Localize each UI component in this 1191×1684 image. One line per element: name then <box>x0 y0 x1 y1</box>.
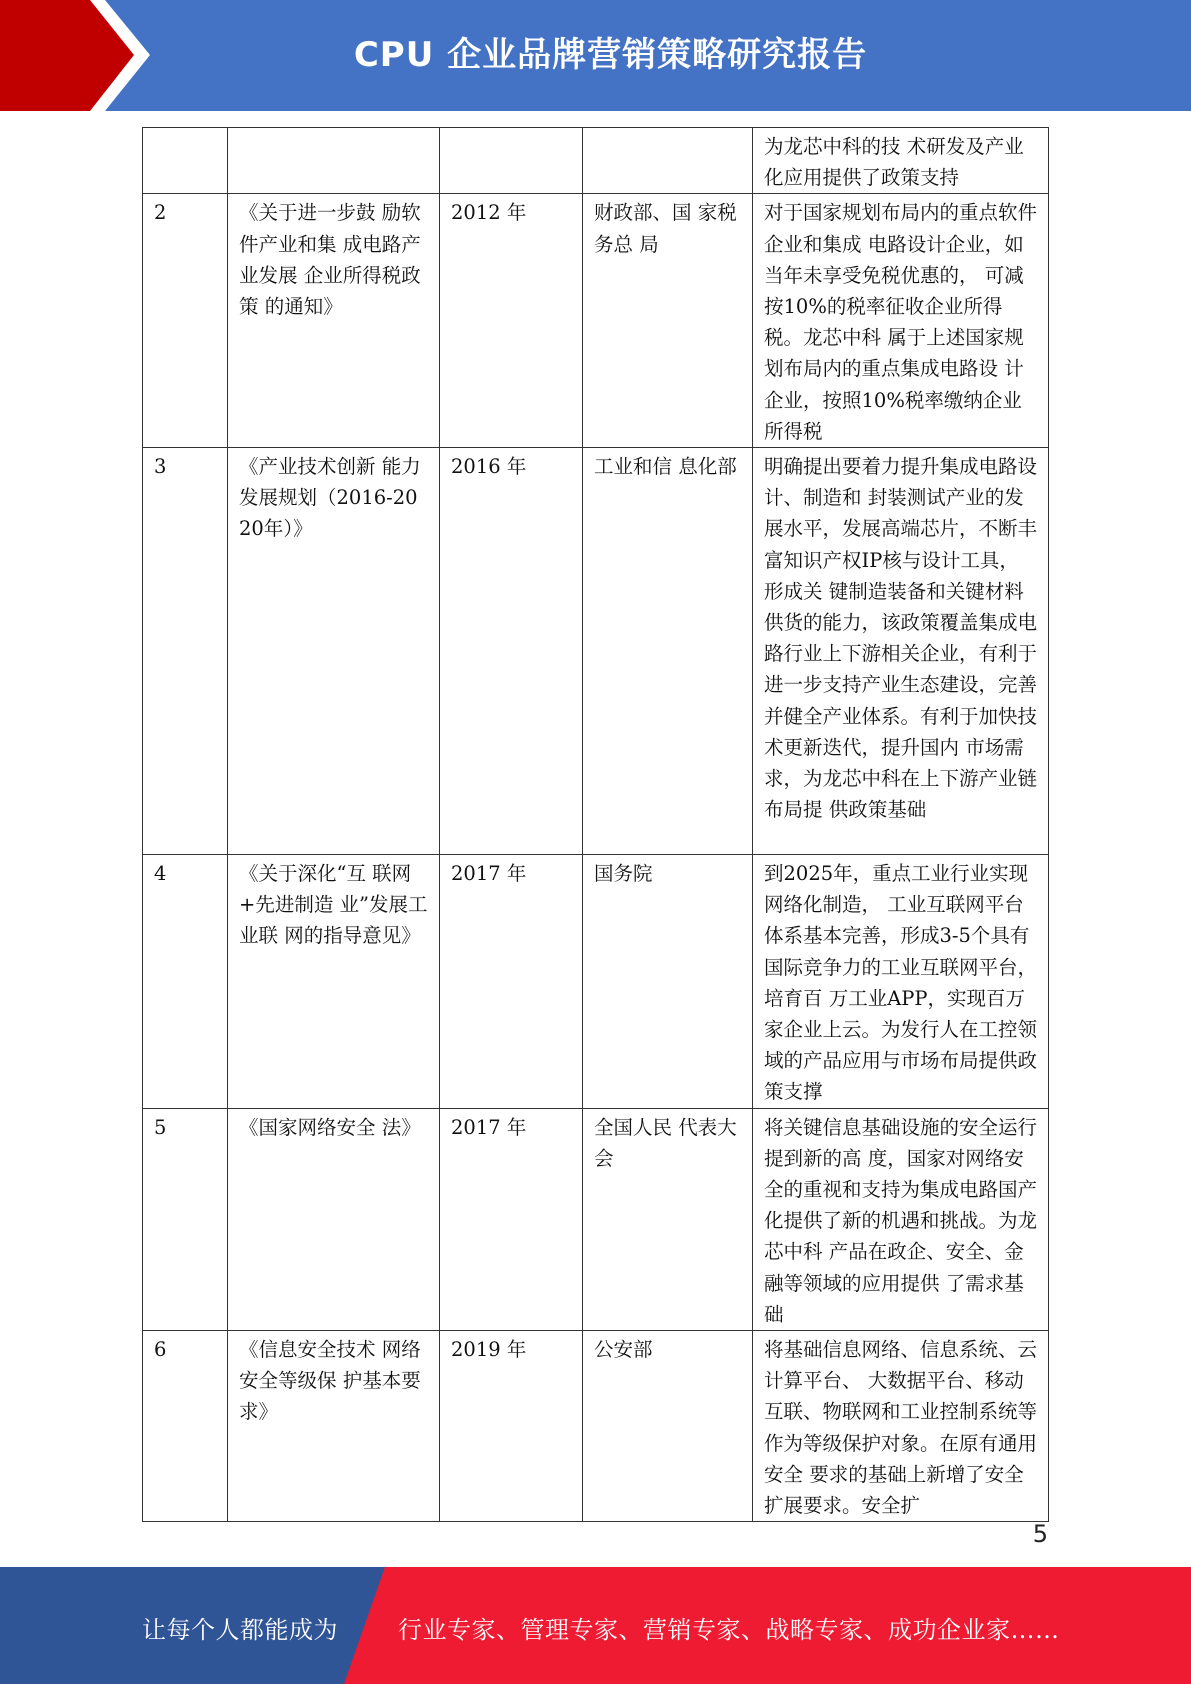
issuing-department: 财政部、国 家税务总 局 <box>583 194 753 448</box>
policy-table <box>142 127 1049 1522</box>
policy-name: 《关于深化“互 联网+先进制造 业”发展工业联 网的指导意见》 <box>228 855 440 1109</box>
page-footer <box>0 1567 1191 1684</box>
issuing-department: 工业和信 息化部 <box>583 448 753 855</box>
table-row <box>143 194 1049 448</box>
policy-year: 2016 年 <box>440 448 583 855</box>
page-header <box>0 0 1191 111</box>
row-number: 2 <box>143 194 228 448</box>
policy-year <box>440 128 583 194</box>
issuing-department <box>583 128 753 194</box>
table-row <box>143 128 1049 194</box>
policy-year: 2017 年 <box>440 1108 583 1330</box>
table-row <box>143 1331 1049 1522</box>
issuing-department: 国务院 <box>583 855 753 1109</box>
table-row <box>143 1108 1049 1330</box>
policy-name: 《关于进一步鼓 励软件产业和集 成电路产业发展 企业所得税政策 的通知》 <box>228 194 440 448</box>
policy-year: 2012 年 <box>440 194 583 448</box>
policy-year: 2017 年 <box>440 855 583 1109</box>
policy-content: 将关键信息基础设施的安全运行提到新的高 度，国家对网络安全的重视和支持为集成电路国产化提供了新的机遇和挑战。为龙芯中科 产品在政企、安全、金融等领域的应用提供 了需求基础 <box>753 1108 1049 1330</box>
table-row <box>143 448 1049 855</box>
policy-name <box>228 128 440 194</box>
row-number <box>143 128 228 194</box>
policy-content: 对于国家规划布局内的重点软件企业和集成 电路设计企业，如当年未享受免税优惠的， 可减按10%的税率征收企业所得税。龙芯中科 属于上述国家规划布局内的重点集成电路设 计企业，按照10%税率缴纳企业所得税 <box>753 194 1049 448</box>
policy-name: 《产业技术创新 能力发展规划（2016-2020年）》 <box>228 448 440 855</box>
policy-content: 到2025年，重点工业行业实现网络化制造， 工业互联网平台体系基本完善，形成3-5个具有国际竞争力的工业互联网平台，培育百 万工业APP，实现百万家企业上云。为发行人在工控领域的产品应用与市场布局提供政 策支撑 <box>753 855 1049 1109</box>
issuing-department: 公安部 <box>583 1331 753 1522</box>
policy-content: 为龙芯中科的技 术研发及产业化应用提供了政策支持 <box>753 128 1049 194</box>
report-title: CPU 企业品牌营销策略研究报告 <box>353 35 868 75</box>
row-number: 3 <box>143 448 228 855</box>
table-row <box>143 855 1049 1109</box>
policy-content: 将基础信息网络、信息系统、云计算平台、 大数据平台、移动互联、物联网和工业控制系统等作为等级保护对象。在原有通用安全 要求的基础上新增了安全扩展要求。安全扩 <box>753 1331 1049 1522</box>
page-number: 5 <box>1032 1520 1048 1548</box>
row-number: 5 <box>143 1108 228 1330</box>
footer-slogan-right: 行业专家、管理专家、营销专家、战略专家、成功企业家…… <box>398 1616 1060 1644</box>
policy-year: 2019 年 <box>440 1331 583 1522</box>
issuing-department: 全国人民 代表大会 <box>583 1108 753 1330</box>
policy-name: 《信息安全技术 网络安全等级保 护基本要求》 <box>228 1331 440 1522</box>
footer-slogan-left: 让每个人都能成为 <box>142 1616 338 1644</box>
policy-name: 《国家网络安全 法》 <box>228 1108 440 1330</box>
policy-content: 明确提出要着力提升集成电路设计、制造和 封装测试产业的发展水平，发展高端芯片，不断丰富知识产权IP核与设计工具，形成关 键制造装备和关键材料供货的能力，该政策覆盖集成电路行业上下游相关企业，有利于 进一步支持产业生态建设，完善并健全产业体系。有利于加快技术更新迭代，提升国内 市场需求，为龙芯中科在上下游产业链布局提 供政策基础 <box>753 448 1049 855</box>
row-number: 6 <box>143 1331 228 1522</box>
row-number: 4 <box>143 855 228 1109</box>
